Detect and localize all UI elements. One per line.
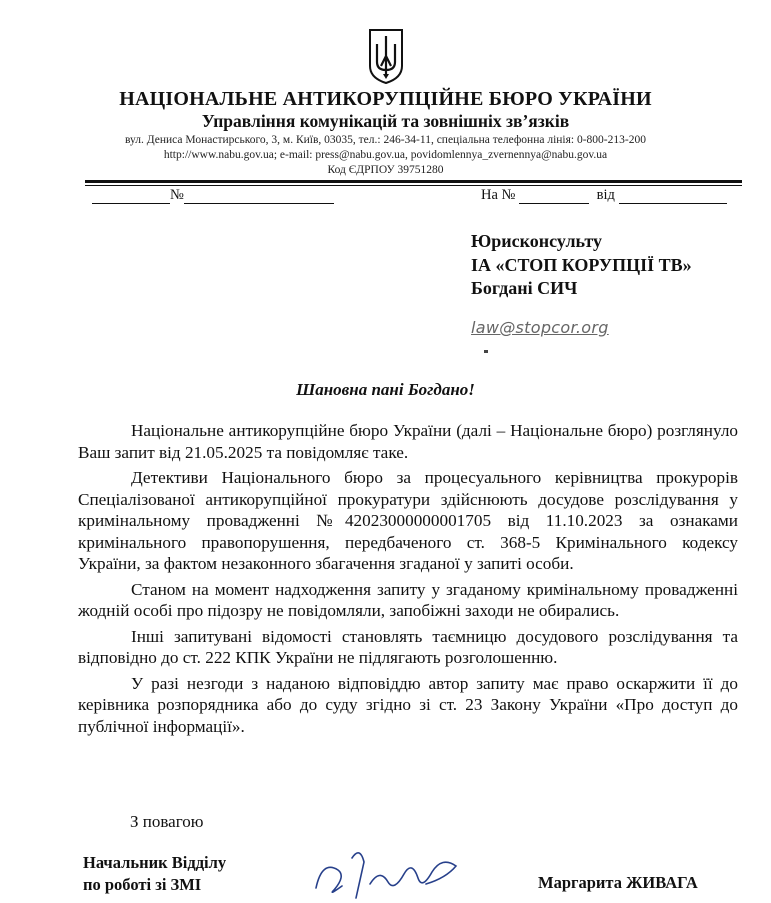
recipient-organization: ІА «СТОП КОРУПЦІЇ ТВ» <box>471 254 692 275</box>
body-paragraph: Національне антикорупційне бюро України (далі – Національне бюро) розглянуло Ваш запит від 21.05.2025 та повідомляє таке. <box>78 421 738 462</box>
letterhead-divider <box>85 180 742 183</box>
letterhead-divider-thin <box>85 185 742 186</box>
org-edrpou-code: Код ЄДРПОУ 39751280 <box>327 164 444 176</box>
org-web-contacts: http://www.nabu.gov.ua; e-mail: press@nabu.gov.ua, povidomlennya_zvernennya@nabu.gov.ua <box>163 149 608 161</box>
incoming-number-label: На № <box>481 187 516 203</box>
recipient-block <box>471 230 692 301</box>
date-blank <box>92 189 170 204</box>
salutation: Шановна пані Богдано! <box>296 380 475 399</box>
body-paragraph: Інші запитувані відомості становлять таємницю досудового розслідування та відповідно до ст. 222 КПК України не підлягають розголошенню. <box>78 626 738 667</box>
org-name: НАЦІОНАЛЬНЕ АНТИКОРУПЦІЙНЕ БЮРО УКРАЇНИ <box>119 88 652 110</box>
body-paragraph: Станом на момент надходження запиту у згаданому кримінальному провадженні жодній особі про підозру не повідомляли, запобіжні заходи не обирались. <box>78 579 738 620</box>
body-paragraph: У разі незгоди з наданою відповіддю автор запиту має право оскаржити її до керівника розпорядника або до суду згідно зі ст. 23 Закону України «Про доступ до публічної інформації». <box>78 673 738 736</box>
signer-position-line-2: по роботі зі ЗМІ <box>83 875 202 894</box>
recipient-email[interactable]: law@stopcor.org <box>471 318 609 337</box>
incoming-reference <box>481 187 727 204</box>
incoming-number-blank <box>519 189 589 204</box>
letter-body <box>78 420 738 741</box>
body-paragraph: Детективи Національного бюро за процесуального керівництва прокурорів Спеціалізованої антикорупційної прокуратури здійснюють досудове розслідування у кримінальному провадженні №42023000000001705 від 11.10.2023 за ознаками кримінального правопорушення, передбаченого ст. 368-5 Кримінального кодексу України, за фактом незаконного збагачення згаданої у запиті особи. <box>78 468 738 573</box>
department-name: Управління комунікацій та зовнішніх зв’язків <box>201 111 570 131</box>
signer-position <box>83 852 226 896</box>
closing-regards: З повагою <box>130 812 204 831</box>
org-address: вул. Дениса Монастирського, 3, м. Київ, 03035, тел.: 246-34-11, спеціальна телефонна лінія: 0-800-213-200 <box>125 134 646 146</box>
scan-mark <box>484 350 488 353</box>
number-label: № <box>170 187 184 203</box>
coat-of-arms-icon <box>366 26 406 86</box>
signer-name: Маргарита ЖИВАГА <box>538 873 698 892</box>
recipient-name: Богдані СИЧ <box>471 278 578 298</box>
recipient-position: Юрисконсульту <box>471 231 602 251</box>
outgoing-reference <box>92 187 334 204</box>
signer-position-line-1: Начальник Відділу <box>83 853 227 872</box>
incoming-date-label: від <box>596 187 615 203</box>
incoming-date-blank <box>619 189 727 204</box>
handwritten-signature <box>308 838 468 903</box>
number-blank <box>184 189 334 204</box>
